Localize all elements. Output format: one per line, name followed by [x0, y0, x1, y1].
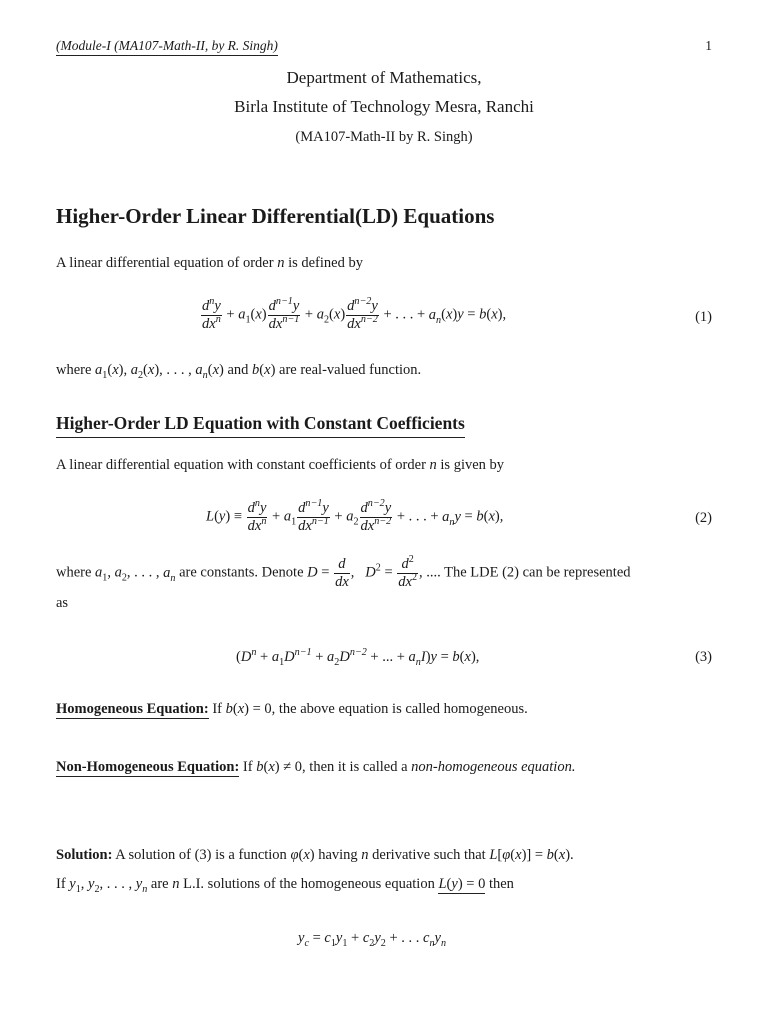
page-number: 1 [705, 38, 712, 53]
solution-definition: Solution: A solution of (3) is a function φ(x) having n derivative such that L[φ(x)] = b(x). [56, 847, 574, 863]
course-info: (MA107-Math-II by R. Singh) [295, 129, 473, 145]
section-heading-ld-equations: Higher-Order Linear Differential(LD) Equations [56, 204, 495, 228]
nonhomogeneous-label: Non-Homogeneous Equation: [56, 759, 240, 775]
section2-as: as [56, 595, 69, 611]
equation-2-number: (2) [695, 510, 712, 526]
section2-operator-definition: where $a_1$, $a_2$, . . . , $a_n$ are constants. Denote D = $\frac{d}{dx}$ , $D^2$ = $\frac{d^2}{dx^2}$ , .... The LDE (2) can be represented [56, 554, 631, 590]
general-solution: $y_c = c_1y_1 + c_2y_2$ + . . . $c_ny_n$ [298, 930, 446, 949]
homogeneous-label: Homogeneous Equation: [56, 701, 209, 717]
department-name: Department of Mathematics, [286, 68, 482, 87]
equation-1: $\frac{d^ny}{dx^n}$ + $a_1(x)$ $\frac{d^{n-1}y}{dx^{n-1}}$ + $a_2(x)$ $\frac{d^{n-2}y}{dx^{n-2}}$ + . . . + $a_n(x)y = b(x)$, [202, 296, 507, 332]
equation-3: ($D^n + a_1D^{n-1} + a_2D^{n-2}$ + ... + $a_nI)y = b(x)$, [236, 647, 480, 668]
section2-intro: A linear differential equation with constant coefficients of order n is given by [56, 457, 505, 473]
section1-coefficients-note: where $a_1(x)$, $a_2(x)$, . . . , $a_n(x)$ and b(x) are real-valued function. [56, 362, 422, 381]
homogeneous-definition: Homogeneous Equation: If b(x) = 0, the above equation is called homogeneous. [56, 701, 528, 717]
nonhomogeneous-definition: Non-Homogeneous Equation: If b(x) ≠ 0, then it is called a non-homogeneous equation. [56, 759, 576, 775]
section1-intro: A linear differential equation of order n is defined by [56, 255, 363, 271]
equation-3-number: (3) [695, 649, 712, 665]
solution-li-statement: If $y_1$, $y_2$, . . . , $y_n$ are n L.I. solutions of the homogeneous equation L(y) = 0 then [56, 876, 514, 895]
institute-name: Birla Institute of Technology Mesra, Ranchi [234, 97, 534, 116]
equation-1-number: (1) [695, 309, 712, 325]
section-heading-constant-coefficients: Higher-Order LD Equation with Constant Coefficients [56, 413, 465, 438]
equation-2: L(y) ≡ $\frac{d^ny}{dx^n}$ + $a_1$ $\frac{d^{n-1}y}{dx^{n-1}}$ + $a_2$ $\frac{d^{n-2}y}{dx^{n-2}}$ + . . . + $a_ny = b(x)$, [206, 498, 504, 534]
running-head: (Module-I (MA107-Math-II, by R. Singh) [56, 38, 278, 56]
solution-label: Solution: [56, 847, 113, 863]
